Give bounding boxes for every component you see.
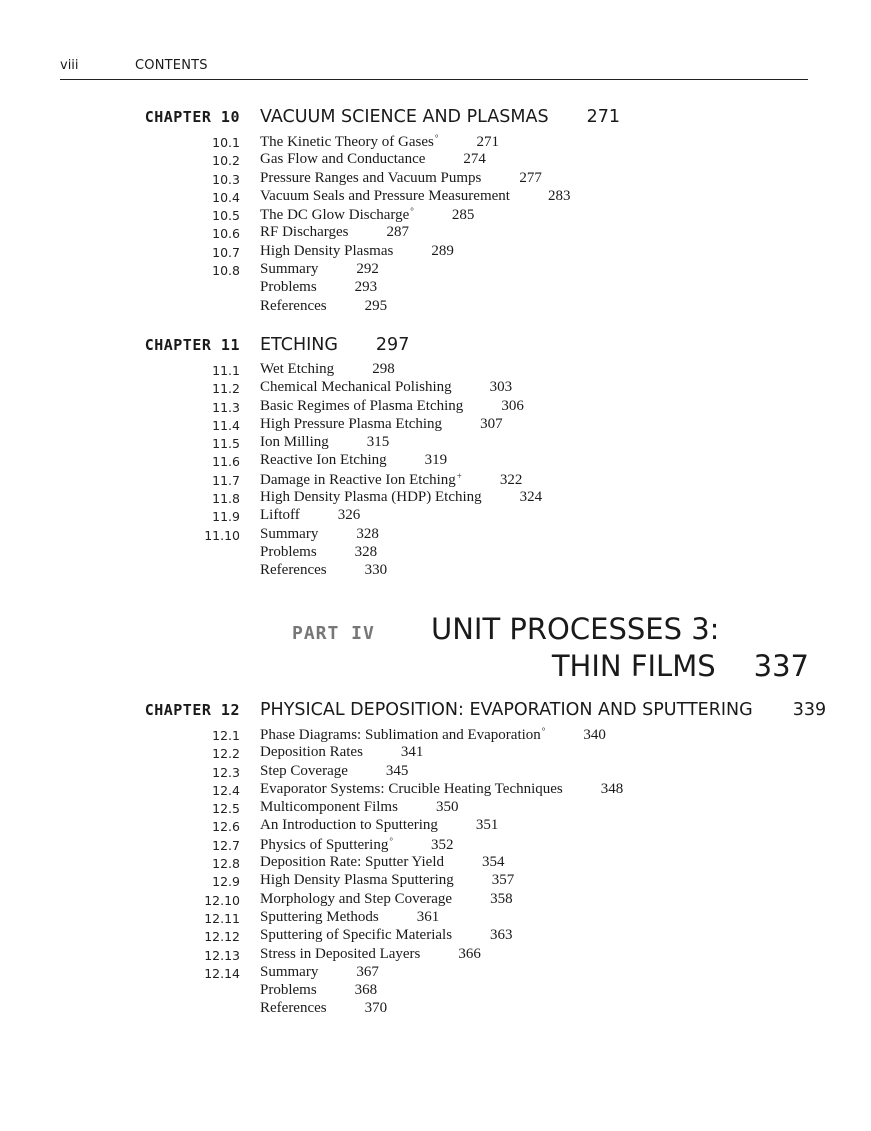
chapter-page: 271	[586, 107, 620, 127]
section-number: 11.2	[212, 381, 240, 397]
toc-entry[interactable]	[0, 434, 871, 452]
section-mark: °	[541, 726, 546, 736]
section-mark: °	[389, 835, 393, 846]
section-line	[260, 298, 387, 315]
section-title: Summary	[260, 963, 319, 980]
section-list	[0, 361, 871, 581]
chapter-title[interactable]	[260, 107, 620, 127]
section-title: Sputtering of Specific Materials	[260, 927, 453, 944]
section-line	[260, 909, 439, 926]
toc-entry[interactable]	[0, 489, 871, 507]
section-title: References	[260, 297, 327, 314]
section-mark: +	[456, 470, 462, 481]
section-number: 10.8	[212, 263, 240, 279]
section-page: 292	[356, 261, 379, 278]
section-mark: °	[410, 206, 414, 217]
chapter-label: CHAPTER 12	[144, 701, 240, 719]
section-number: 12.11	[204, 910, 240, 926]
section-page: 366	[458, 945, 481, 962]
toc-entry[interactable]	[0, 891, 871, 909]
section-line	[260, 872, 514, 889]
section-title: Morphology and Step Coverage	[260, 890, 453, 907]
section-title: References	[260, 1000, 327, 1017]
section-line	[260, 151, 486, 168]
section-line	[260, 927, 513, 944]
section-page: 326	[337, 507, 361, 524]
section-page: 303	[489, 379, 513, 396]
section-title: Summary	[260, 525, 319, 542]
section-page: 368	[354, 982, 378, 999]
section-number: 10.7	[212, 244, 240, 260]
section-number: 10.4	[212, 189, 240, 205]
toc-entry[interactable]	[0, 854, 871, 872]
section-number: 12.2	[212, 746, 240, 762]
section-title: High Pressure Plasma Etching	[260, 415, 443, 432]
section-title: Multicomponent Films	[260, 799, 398, 816]
toc-entry[interactable]	[0, 872, 871, 890]
toc-entry[interactable]	[0, 781, 871, 799]
toc-entry[interactable]	[0, 298, 871, 316]
toc-entry[interactable]	[0, 836, 871, 854]
section-page: 315	[366, 434, 390, 451]
section-line	[260, 507, 360, 524]
section-page: 293	[354, 279, 378, 296]
toc-entry[interactable]	[0, 909, 871, 927]
part-heading	[0, 612, 871, 687]
section-line	[260, 434, 389, 451]
section-page: 274	[463, 151, 486, 168]
section-line	[260, 452, 447, 469]
toc-entry[interactable]	[0, 1000, 871, 1018]
section-page: 345	[385, 762, 409, 779]
section-line	[260, 1000, 387, 1017]
section-number: 10.6	[212, 226, 240, 242]
chapter-label: CHAPTER 10	[144, 108, 240, 126]
section-title: References	[260, 562, 327, 579]
section-page: 319	[424, 452, 448, 469]
section-page: 354	[482, 854, 505, 871]
section-page: 348	[600, 780, 624, 797]
chapter-10	[0, 107, 871, 316]
section-page: 295	[364, 297, 388, 314]
section-number: 12.9	[212, 874, 240, 890]
section-title: Deposition Rates	[260, 744, 363, 761]
chapter-page: 297	[375, 335, 410, 355]
section-line	[260, 279, 377, 296]
toc-entry[interactable]	[0, 224, 871, 242]
section-number: 11.9	[212, 509, 240, 525]
section-line	[260, 398, 524, 415]
section-number: 12.10	[204, 892, 240, 908]
section-page: 287	[386, 224, 409, 241]
section-line	[260, 526, 379, 543]
section-line	[260, 361, 395, 378]
section-number: 12.6	[212, 819, 240, 835]
toc-entry[interactable]	[0, 471, 871, 489]
section-line	[260, 946, 481, 963]
section-title: The DC Glow Discharge	[260, 207, 410, 224]
section-list	[0, 726, 871, 1019]
chapter-title-text: VACUUM SCIENCE AND PLASMAS	[260, 107, 549, 127]
section-page: 352	[430, 836, 454, 853]
section-number: 10.2	[212, 153, 240, 169]
section-line	[260, 964, 379, 981]
section-title: Ion Milling	[260, 434, 329, 451]
section-title: Summary	[260, 261, 319, 278]
page-folio: viii	[60, 58, 79, 73]
section-number: 11.8	[212, 491, 240, 507]
section-page: 328	[354, 543, 378, 560]
section-title: Problems	[260, 543, 317, 560]
chapter-heading	[0, 700, 871, 726]
section-line	[260, 982, 377, 999]
section-title: Chemical Mechanical Polishing	[260, 379, 452, 396]
chapter-page: 339	[792, 700, 827, 720]
section-number: 10.3	[212, 171, 240, 187]
section-page: 277	[519, 169, 542, 186]
section-number: 12.14	[204, 965, 240, 981]
chapter-heading	[0, 335, 871, 361]
section-title: RF Discharges	[260, 224, 349, 241]
chapter-11	[0, 335, 871, 581]
section-page: 322	[499, 471, 523, 488]
chapter-label: CHAPTER 11	[144, 336, 240, 354]
section-line	[260, 133, 499, 151]
section-page: 324	[519, 489, 543, 506]
section-page: 298	[372, 361, 395, 377]
section-line	[260, 836, 453, 854]
part-label: PART IV	[292, 623, 375, 644]
section-title: An Introduction to Sputtering	[260, 817, 438, 834]
section-title: Phase Diagrams: Sublimation and Evaporation	[260, 727, 541, 743]
section-page: 367	[356, 963, 379, 980]
toc-entry[interactable]	[0, 562, 871, 580]
section-line	[260, 379, 512, 396]
section-title: Stress in Deposited Layers	[260, 945, 421, 962]
toc-entry[interactable]	[0, 927, 871, 945]
section-line	[260, 188, 570, 205]
section-title: Liftoff	[260, 507, 300, 524]
section-title: Basic Regimes of Plasma Etching	[260, 397, 464, 414]
section-line	[260, 206, 474, 224]
section-line	[260, 817, 498, 834]
section-number: 11.10	[204, 527, 240, 543]
section-line	[260, 744, 423, 761]
toc-entry[interactable]	[0, 398, 871, 416]
toc-entry[interactable]	[0, 151, 871, 169]
toc-entry[interactable]	[0, 726, 871, 744]
section-title: Problems	[260, 982, 317, 999]
section-number: 10.1	[212, 135, 240, 150]
part-page: 337	[753, 649, 809, 683]
toc-entry[interactable]	[0, 206, 871, 224]
toc-entry[interactable]	[0, 133, 871, 151]
section-line	[260, 854, 505, 871]
section-number: 12.7	[212, 837, 240, 853]
section-number: 12.13	[204, 947, 240, 963]
section-page: 350	[435, 799, 459, 816]
part-title-line2[interactable]	[552, 649, 809, 683]
section-line	[260, 170, 542, 187]
section-number: 11.4	[212, 417, 240, 433]
toc-entry[interactable]	[0, 526, 871, 544]
section-title: Wet Etching	[260, 361, 335, 377]
section-title: Sputtering Methods	[260, 908, 379, 925]
section-page: 358	[490, 890, 513, 907]
toc-entry[interactable]	[0, 817, 871, 835]
section-page: 307	[480, 415, 503, 432]
section-page: 357	[491, 872, 515, 889]
section-title: Step Coverage	[260, 762, 348, 779]
chapter-title[interactable]	[260, 700, 826, 720]
section-title: Pressure Ranges and Vacuum Pumps	[260, 169, 482, 186]
section-title: The Kinetic Theory of Gases	[260, 134, 434, 150]
chapter-title-text: PHYSICAL DEPOSITION: EVAPORATION AND SPUTTERING	[260, 700, 753, 720]
toc-entry[interactable]	[0, 170, 871, 188]
section-number: 11.3	[212, 399, 240, 415]
section-page: 363	[490, 927, 513, 944]
toc-entry[interactable]	[0, 964, 871, 982]
section-number: 12.4	[212, 782, 240, 798]
toc-entry[interactable]	[0, 188, 871, 206]
section-page: 351	[475, 817, 499, 834]
toc-entry[interactable]	[0, 982, 871, 1000]
section-line	[260, 562, 387, 579]
section-page: 306	[501, 397, 524, 414]
section-mark: °	[434, 133, 439, 143]
section-number: 11.6	[212, 454, 240, 470]
section-title: Damage in Reactive Ion Etching	[260, 471, 456, 488]
section-number: 12.8	[212, 856, 240, 872]
section-line	[260, 763, 408, 780]
toc-entry[interactable]	[0, 416, 871, 434]
section-title: High Density Plasma (HDP) Etching	[260, 489, 482, 506]
section-title: Evaporator Systems: Crucible Heating Techniques	[260, 780, 563, 797]
section-line	[260, 781, 623, 798]
chapter-heading	[0, 107, 871, 133]
toc-entry[interactable]	[0, 243, 871, 261]
toc-entry[interactable]	[0, 799, 871, 817]
section-number: 12.12	[204, 929, 240, 945]
section-title: Deposition Rate: Sputter Yield	[260, 854, 445, 871]
section-line	[260, 489, 542, 506]
section-page: 328	[356, 525, 379, 542]
section-line	[260, 726, 606, 744]
section-line	[260, 243, 454, 260]
section-title: Vacuum Seals and Pressure Measurement	[260, 187, 510, 204]
toc-entry[interactable]	[0, 507, 871, 525]
section-title: Gas Flow and Conductance	[260, 151, 426, 168]
chapter-12	[0, 700, 871, 1019]
toc-entry[interactable]	[0, 946, 871, 964]
section-line	[260, 261, 379, 278]
section-page: 271	[476, 134, 499, 150]
section-title: Physics of Sputtering	[260, 836, 389, 853]
toc-entry[interactable]	[0, 379, 871, 397]
section-page: 341	[400, 744, 424, 761]
section-line	[260, 471, 522, 489]
section-line	[260, 891, 513, 908]
part-title-line1: UNIT PROCESSES 3:	[431, 612, 720, 646]
section-title: Problems	[260, 279, 317, 296]
section-title: Reactive Ion Etching	[260, 452, 387, 469]
section-number: 12.5	[212, 801, 240, 817]
section-title: High Density Plasmas	[260, 242, 394, 259]
toc-entry[interactable]	[0, 279, 871, 297]
toc-entry[interactable]	[0, 452, 871, 470]
section-line	[260, 224, 409, 241]
section-title: High Density Plasma Sputtering	[260, 872, 454, 889]
section-line	[260, 544, 377, 561]
section-number: 11.5	[212, 436, 240, 452]
toc-entry[interactable]	[0, 261, 871, 279]
part-title-line2-text: THIN FILMS	[551, 649, 716, 683]
section-page: 289	[431, 242, 454, 259]
running-head-title: CONTENTS	[135, 58, 208, 73]
section-number: 11.7	[212, 472, 240, 488]
section-page: 285	[451, 207, 475, 224]
section-number: 11.1	[212, 363, 240, 378]
section-page: 283	[547, 187, 571, 204]
chapter-title-text: ETCHING	[260, 335, 338, 355]
section-list	[0, 133, 871, 316]
toc-entry[interactable]	[0, 361, 871, 379]
toc-entry[interactable]	[0, 544, 871, 562]
section-line	[260, 416, 503, 433]
section-page: 340	[583, 727, 606, 743]
section-line	[260, 799, 458, 816]
section-page: 361	[416, 908, 440, 925]
section-number: 12.3	[212, 764, 240, 780]
toc-entry[interactable]	[0, 744, 871, 762]
section-number: 12.1	[212, 728, 240, 743]
section-page: 330	[364, 562, 388, 579]
section-page: 370	[364, 1000, 388, 1017]
section-number: 10.5	[212, 208, 240, 224]
chapter-title[interactable]	[260, 335, 409, 355]
toc-entry[interactable]	[0, 763, 871, 781]
running-head	[60, 57, 808, 80]
